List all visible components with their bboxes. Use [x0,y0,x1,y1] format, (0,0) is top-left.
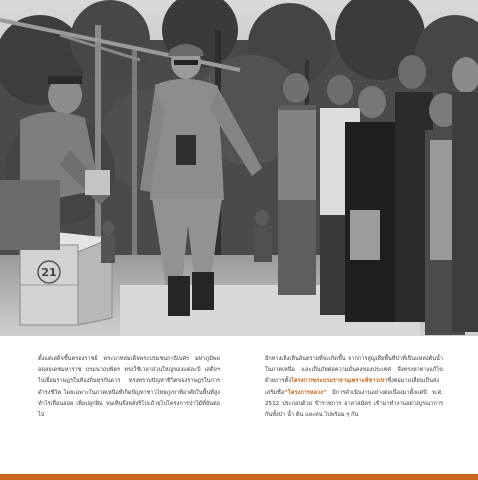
crate-number: 21 [41,266,57,279]
caption-right-outro: มีการดำเนินงานอย่างต่อเนื่องมาตั้งแต่ปี พ.ศ. 2512 ประกอบด้วย ข้าราชการ อาสาสมัคร เข้ามาทำงานอย่างบูรณาการกันทั้งป่า น้ำ ดิน และคน ไปพร้อม ๆ กัน [265,389,443,419]
footer-accent-bar [0,474,478,480]
caption-left-column [38,354,220,421]
caption-right-middle: ซึ่งต่อมาเปลี่ยนเป็นส่งเสริมชื่อ [265,378,440,396]
caption-right-column [265,354,443,421]
caption-left-paragraph: ตั้งแต่เสด็จขึ้นครองราชย์ พระบาทสมเด็จพระบรมชนกาธิเบศร มหาภูมิพลอดุลยเดชมหาราช บรมนาถบพิตร ทรงใช้เวลาส่วนใหญ่ของแต่ละปี เสด็จฯ ไปเยี่ยมราษฎรในท้องถิ่นทุรกันดาร ทรงทราบปัญหาชีวิตของราษฎรในการดำรงชีวิต โดยเฉพาะในภาคเหนือที่เกิดปัญหาชาวไทยภูเขาที่อาศัยในพื้นที่สูงทำไร่เลื่อนลอย เพื่อปลูกฝิ่น จนเห็นจึงหลั่งริโปะถ้ายไปโครงการป่าไม้ที่อันต่อไป [38,356,220,419]
caption-right-intro: อีกทางเล็งเห็นอันตรายที่จะเกิดขึ้น จากการสูญเสียพื้นที่ป่าที่เป็นแหล่งต้นน้ำในภาคเหนือ และเป็นภัยต่อความมั่นคงของประเทศ จึงทรงหาทางแก้ไข ด้วยการตั้ง [265,356,443,385]
caption-section [0,354,478,464]
highlight-royal-project: “โครงการหลวง” [284,389,327,396]
highlight-royal-project-name: โครงการพระบรมราชานุเคราะห์ชาวเขา [290,378,388,385]
